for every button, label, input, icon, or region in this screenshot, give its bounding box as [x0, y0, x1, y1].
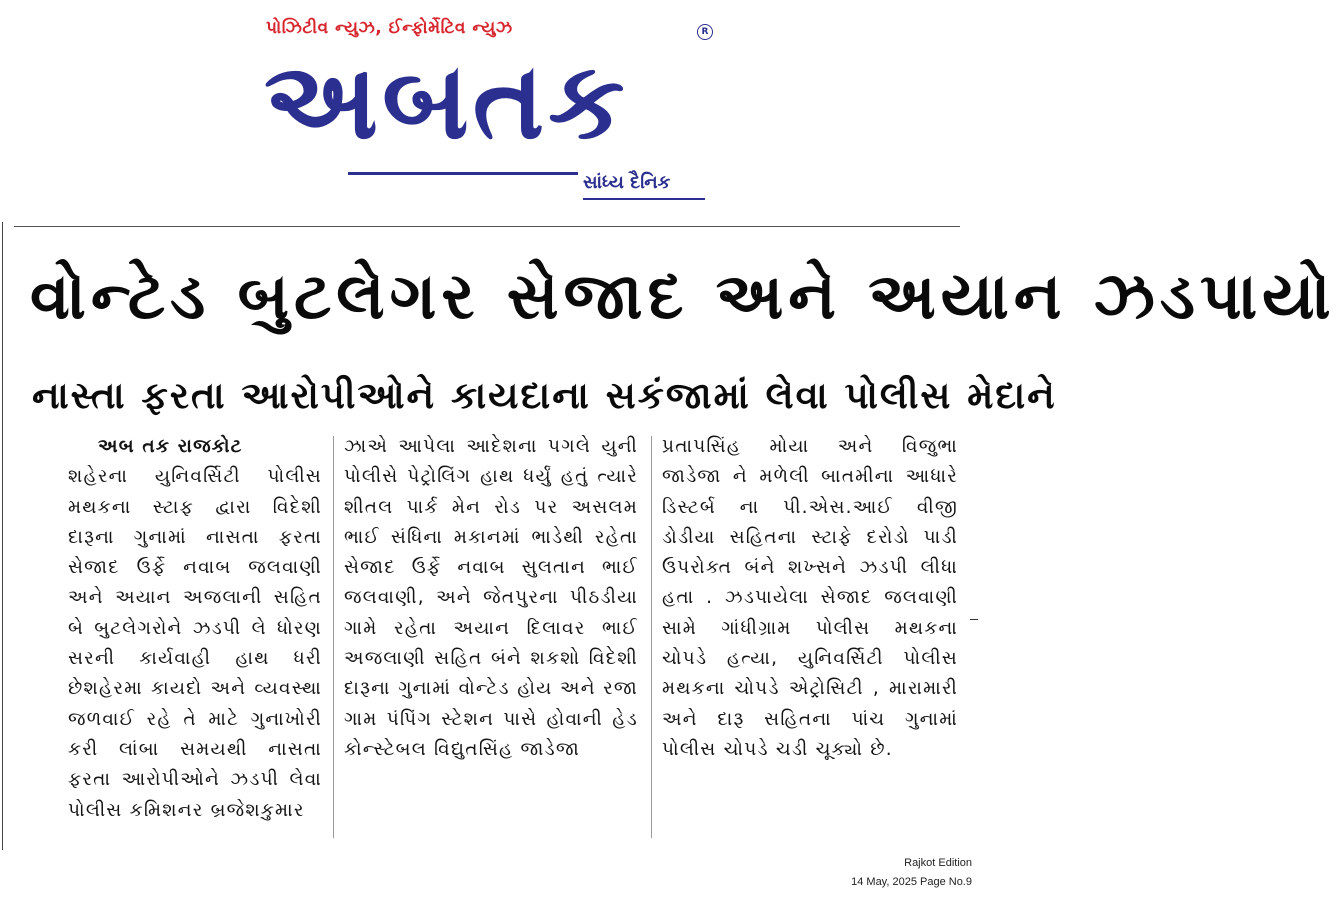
article-dateline: અબ તક રાજકોટ	[98, 436, 243, 457]
masthead-subtitle: સાંધ્ય દૈનિક	[583, 172, 671, 193]
column-divider	[333, 436, 334, 838]
column-3-text: પ્રતાપસિંહ મોયા અને વિજુભા જાડેજા ને મળેલી બાતમીના આધારે ડિસ્ટર્બ ના પી.એસ.આઈ વીજી ડોડીયા સહિતના સ્ટાફે દરોડો પાડી ઉપરોક્ત બંને શખ્સને ઝડપી લીધા હતા . ઝડપાયેલા સેજાદ જલવાણી સામે ગાંધીગ્રામ પોલીસ મથકના ચોપડે હત્યા, યુનિવર્સિટી પોલીસ મથકના ચોપડે એટ્રોસિટી , મારામારી અને દારૂ સહિતના પાંચ ગુનામાં પોલીસ ચોપડે ચડી ચૂક્યો છે.	[662, 436, 958, 760]
column-1-text: શહેરના યુનિવર્સિટી પોલીસ મથકના સ્ટાફ દ્વારા વિદેશી દારૂના ગુનામાં નાસતા ફરતા સેજાદ ઉર્ફે નવાબ જલવાણી અને અયાન અજલાની સહિત બે બુટલેગરોને ઝડપી લે ધોરણ સરની કાર્યવાહી હાથ ધરી છેશહેરમા કાયદો અને વ્યવસ્થા જળવાઈ રહે તે માટે ગુનાખોરી કરી લાંબા સમયથી નાસતા ફરતા આરોપીઓને ઝડપી લેવા પોલીસ કમિશનર બ્રજેશકુમાર	[68, 466, 322, 821]
newspaper-logo: અબતક	[264, 40, 629, 163]
edition-info	[851, 854, 972, 892]
masthead-tagline: પોઝિટીવ ન્યુઝ, ઈન્ફોર્મેટિવ ન્યુઝ	[266, 18, 513, 38]
registered-mark-icon: R	[697, 24, 713, 40]
article-headline: વોન્ટેડ બુટલેગર સેજાદ અને અયાન ઝડપાયો	[30, 260, 1336, 334]
article-subheadline: નાસ્તા ફરતા આરોપીઓને કાયદાના સકંજામાં લેવા પોલીસ મેદાને	[32, 374, 1057, 417]
column-2-text: ઝાએ આપેલા આદેશના પગલે યુની પોલીસે પેટ્રોલિંગ હાથ ધર્યું હતું ત્યારે શીતલ પાર્ક મેન રોડ પર અસલમ ભાઈ સંધિના મકાનમાં ભાડેથી રહેતા સેજાદ ઉર્ફે નવાબ સુલતાન ભાઈ જલવાણી, અને જેતપુરના પીઠડીયા ગામે રહેતા અયાન દિલાવર ભાઈ અજલાણી સહિત બંને શકશો વિદેશી દારૂના ગુનામાં વોન્ટેડ હોય અને રજા ગામ પંપિંગ સ્ટેશન પાસે હોવાની હેડ કોન્સ્ટેબલ વિદ્યુતસિંહ જાડેજા	[344, 436, 638, 760]
masthead	[0, 0, 982, 215]
margin-tick	[970, 619, 978, 620]
edition-date-page: 14 May, 2025 Page No.9	[851, 876, 972, 888]
page-margin-line	[2, 222, 3, 850]
edition-name: Rajkot Edition	[904, 857, 972, 869]
article-column-1	[28, 432, 322, 842]
column-divider	[651, 436, 652, 838]
subtitle-underline	[583, 198, 705, 200]
article-column-2	[344, 432, 638, 842]
section-divider	[14, 226, 960, 227]
article-column-3	[662, 432, 958, 842]
logo-underline	[348, 172, 578, 175]
